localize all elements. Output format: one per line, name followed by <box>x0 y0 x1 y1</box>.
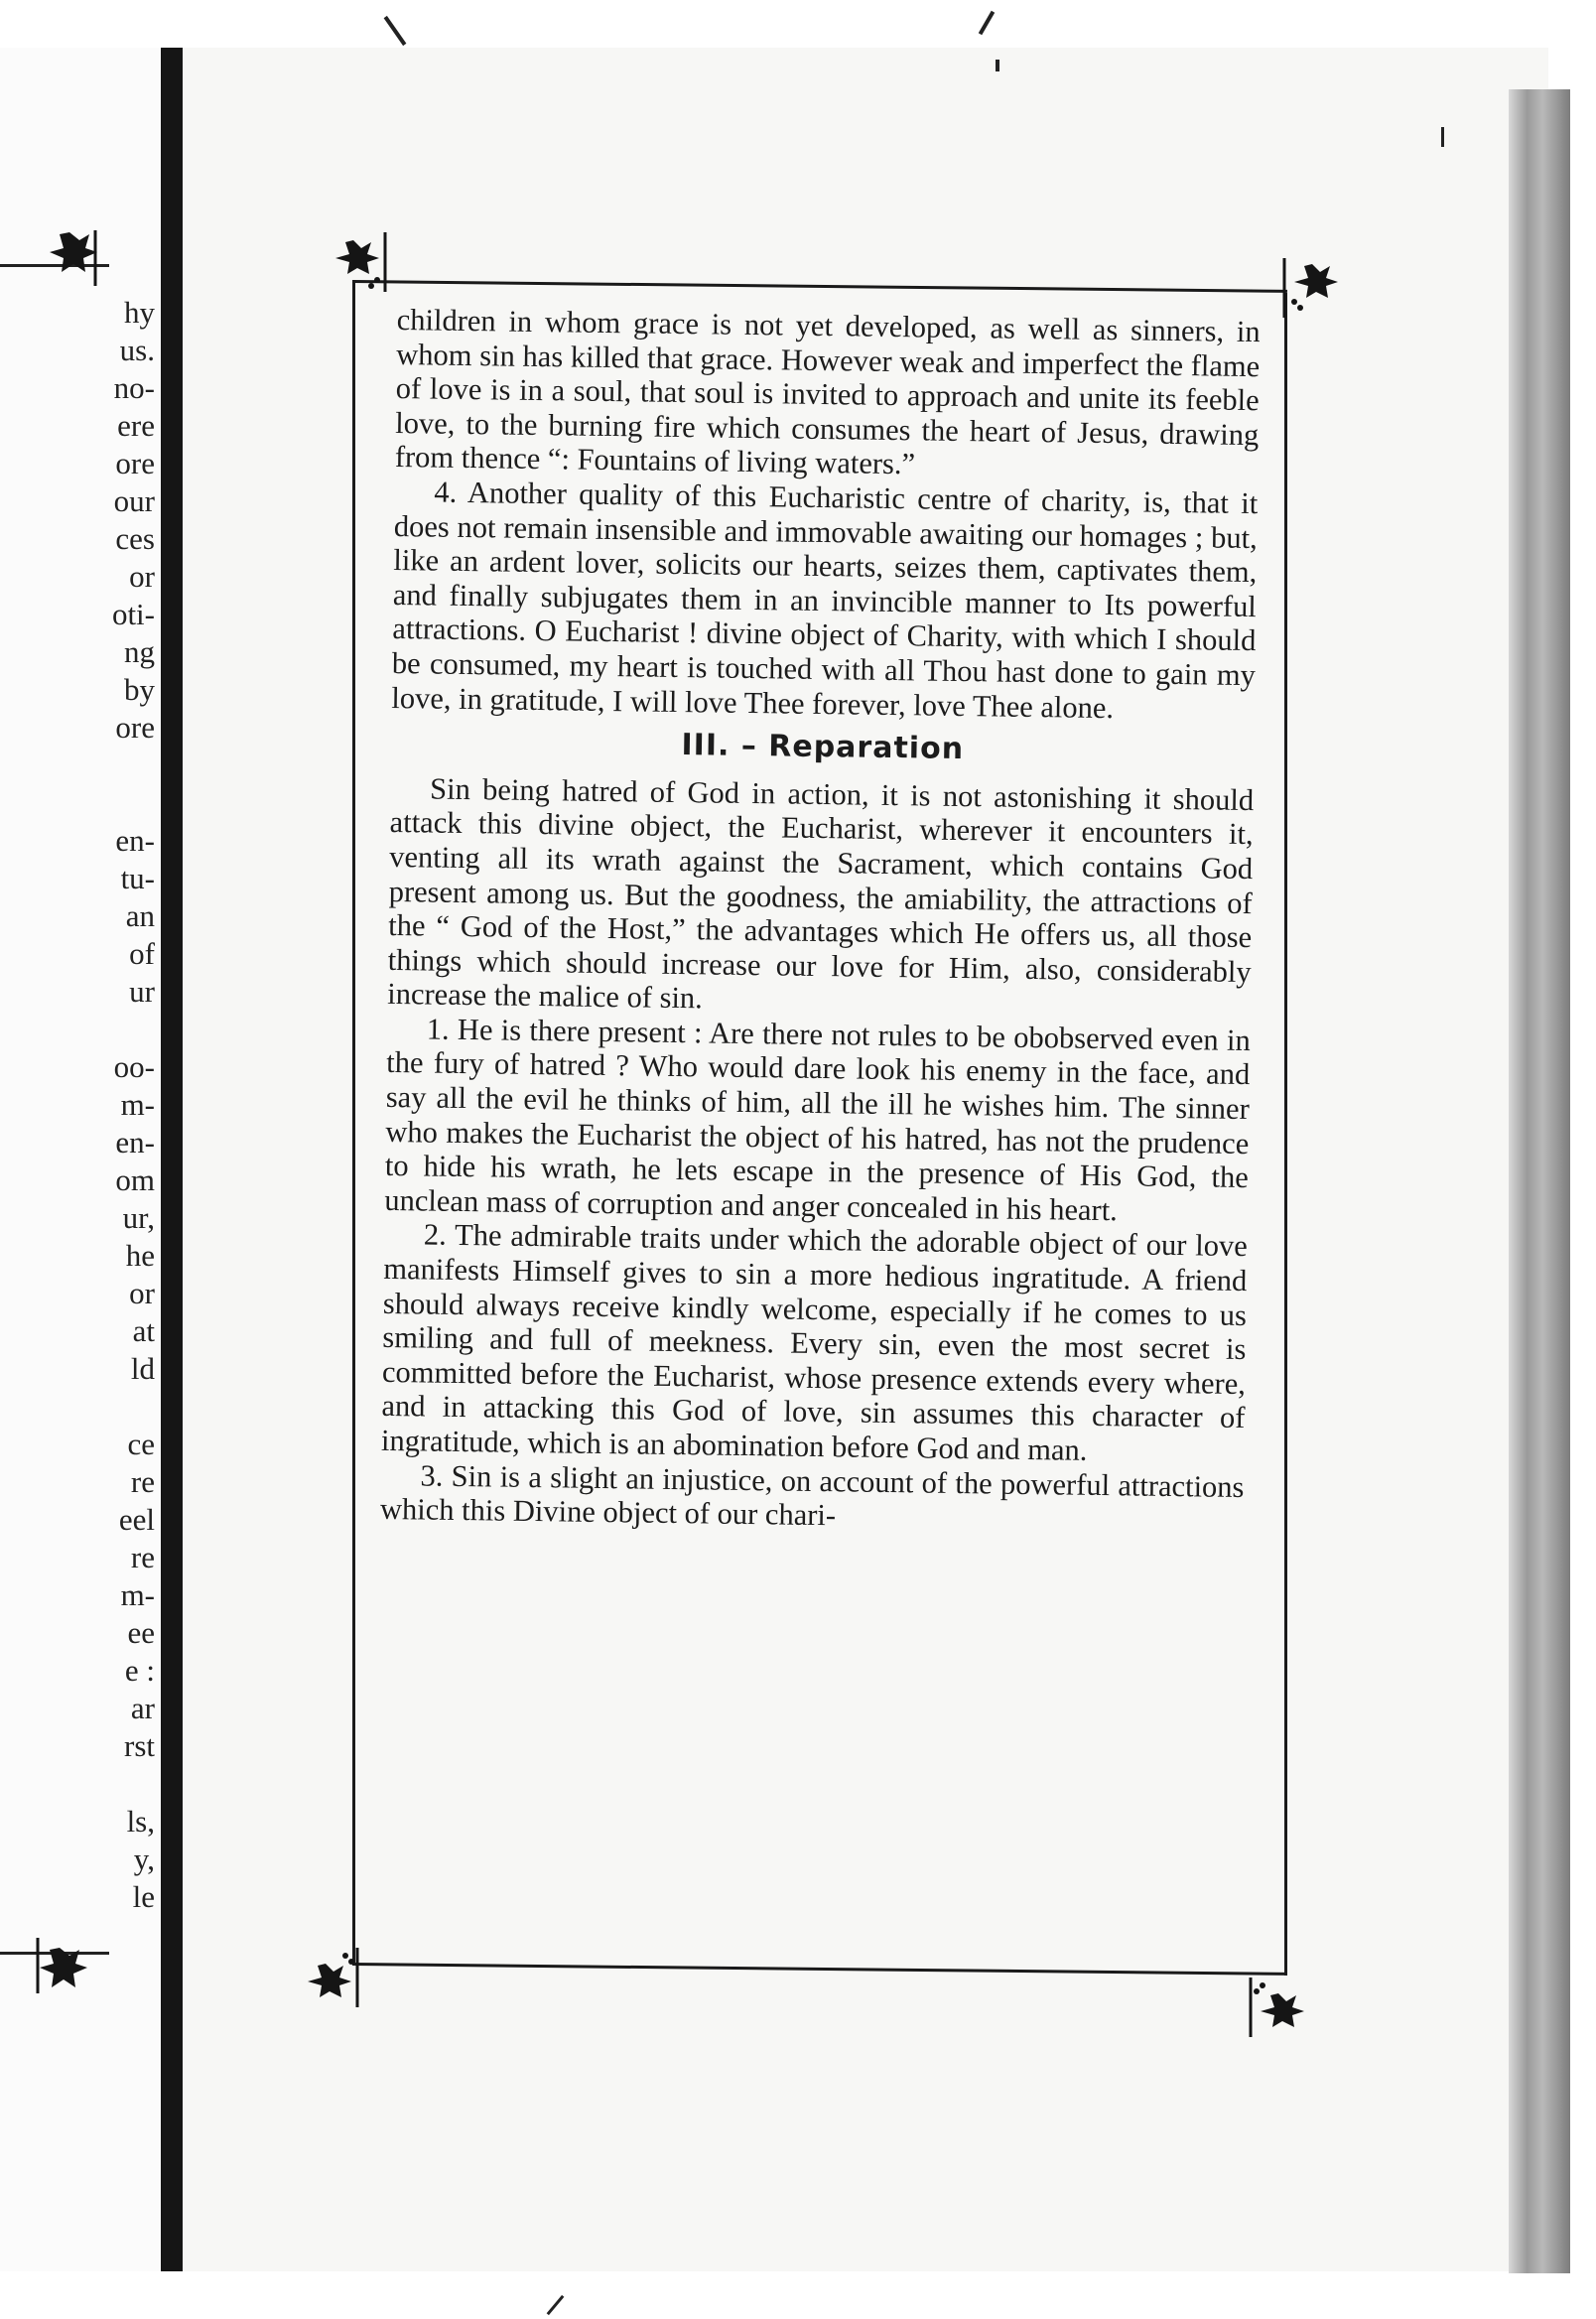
border-right <box>1284 293 1287 1976</box>
left-page-line-fragment <box>112 1011 155 1048</box>
left-page-line-fragment <box>112 747 155 784</box>
section-heading: III. – Reparation <box>681 728 965 767</box>
left-page-line-fragment: le <box>132 1879 155 1914</box>
left-page-text-column <box>112 294 155 1916</box>
left-page-line-fragment: m- <box>120 1577 155 1612</box>
left-page-line-fragment: re <box>130 1464 155 1499</box>
left-page-line-fragment: or <box>129 1276 155 1310</box>
paragraph: children in whom grace is not yet developed, as well as sinners, in whom sin has killed that grace. However weak and imperfect the flame of love is in a soul, that soul is invited to approach and unite its feeble love, to the burning fire which consumes the heart of Jesus, drawing from thence “: Fountains of living waters.” <box>394 303 1261 481</box>
paragraph: Sin being hatred of God in action, it is not astonishing it should attack this divine object, the Eucharist, wherever it encounters it, venting all its wrath against the Sacrament, which contains God present among us. But the goodness, the amiability, the attractions of the “ God of the Host,” the advantages which He offers us, all those things which should increase our love for Him, also, considerably increase the malice of sin. <box>387 771 1255 1016</box>
scan-mark <box>979 11 995 36</box>
left-page-line-fragment: rst <box>124 1728 155 1763</box>
left-page-line-fragment: our <box>113 483 155 518</box>
left-page-line-fragment: ng <box>124 634 155 669</box>
left-page-line-fragment: en- <box>115 823 155 858</box>
vine-ornament-icon <box>30 1934 93 1997</box>
page-body-text <box>380 303 1261 1539</box>
border-left <box>352 280 355 1966</box>
left-page-line-fragment: ce <box>127 1427 155 1461</box>
left-page-line-fragment: an <box>125 898 155 933</box>
paragraph: 3. Sin is a slight an injustice, on account of the powerful attractions which this Divine object of our chari- <box>379 1458 1245 1533</box>
page-edge <box>1509 89 1570 2273</box>
border-bottom <box>352 1963 1287 1976</box>
left-page-line-fragment: eel <box>118 1502 155 1537</box>
border-top <box>352 280 1287 293</box>
left-page-line-fragment: ore <box>115 710 155 745</box>
left-page-line-fragment: re <box>130 1540 155 1574</box>
left-page-line-fragment: e : <box>124 1653 155 1688</box>
left-page-line-fragment: us. <box>119 333 155 367</box>
left-page-line-fragment <box>112 1765 155 1803</box>
vine-ornament-icon <box>1245 1976 1308 2039</box>
left-page-line-fragment <box>112 784 155 822</box>
left-page-line-fragment: by <box>124 672 155 707</box>
vine-ornament-icon <box>328 230 391 294</box>
paragraph: 1. He is there present : Are there not rules to be obobserved even in the fury of hatred ? Who would dare look his enemy in the face, and say all the evil he thinks of him, all the ill he wishes him. The sinner who makes the Eucharist the object of his hatred, has not the prudence to hide his wrath, he lets escape in the presence of His God, the unclean mass of corruption and anger concealed in his heart. <box>384 1012 1251 1228</box>
left-page-line-fragment: hy <box>124 295 155 330</box>
left-page-line-fragment: of <box>129 936 155 971</box>
left-page-line-fragment <box>112 1388 155 1426</box>
left-page-line-fragment: en- <box>115 1125 155 1160</box>
left-page-line-fragment: at <box>132 1313 155 1348</box>
book-gutter <box>161 48 183 2271</box>
scan-mark <box>1441 127 1444 147</box>
left-page-line-fragment: ore <box>115 446 155 480</box>
left-page-line-fragment: ere <box>117 408 155 443</box>
left-page-line-fragment: y, <box>133 1842 155 1876</box>
left-page-line-fragment: oo- <box>113 1049 155 1084</box>
left-page-line-fragment: tu- <box>120 861 155 895</box>
vine-ornament-icon <box>40 226 103 290</box>
left-page-line-fragment: no- <box>113 370 155 405</box>
left-page-line-fragment: or <box>129 559 155 594</box>
left-page-line-fragment: om <box>115 1162 155 1197</box>
left-page-line-fragment: ur, <box>122 1200 155 1235</box>
left-page-line-fragment: ld <box>130 1351 155 1386</box>
left-page-line-fragment: ls, <box>126 1804 155 1839</box>
left-page-line-fragment: ar <box>130 1691 155 1725</box>
left-page-line-fragment: he <box>125 1238 155 1273</box>
left-page-fragment <box>0 48 161 2271</box>
scan-mark <box>996 60 999 71</box>
left-page-line-fragment: ces <box>115 521 155 556</box>
paragraph: 4. Another quality of this Eucharistic centre of charity, is, that it does not remain insensible and immovable awaiting our homages ; but, like an ardent lover, solicits our hearts, seizes them, captivates them, and finally subjugates them in an invincible manner to Its powerful attractions. O Eucharist ! divine object of Charity, with which I should be consumed, my heart is touched with all Thou hast done to gain my love, in gratitude, I will love Thee forever, love Thee alone. <box>391 475 1259 725</box>
vine-ornament-icon <box>1278 256 1342 320</box>
left-page-line-fragment: m- <box>120 1087 155 1122</box>
left-page-line-fragment: oti- <box>111 597 155 631</box>
paragraph: 2. The admirable traits under which the adorable object of our love manifests Himself gives to sin a more hedious ingratitude. A friend should always receive kindly welcome, especially if he comes to us smiling and full of meekness. Every sin, even the most secret is committed before the Eucharist, whose presence extends every where, and in attacking this God of love, sin assumes this character of ingratitude, which is an abomination before God and man. <box>380 1217 1249 1467</box>
left-page-line-fragment: ur <box>129 974 155 1009</box>
scan-mark <box>384 16 407 46</box>
left-page-line-fragment: ee <box>127 1615 155 1650</box>
scan-mark <box>547 2295 565 2315</box>
vine-ornament-icon <box>300 1946 363 2009</box>
